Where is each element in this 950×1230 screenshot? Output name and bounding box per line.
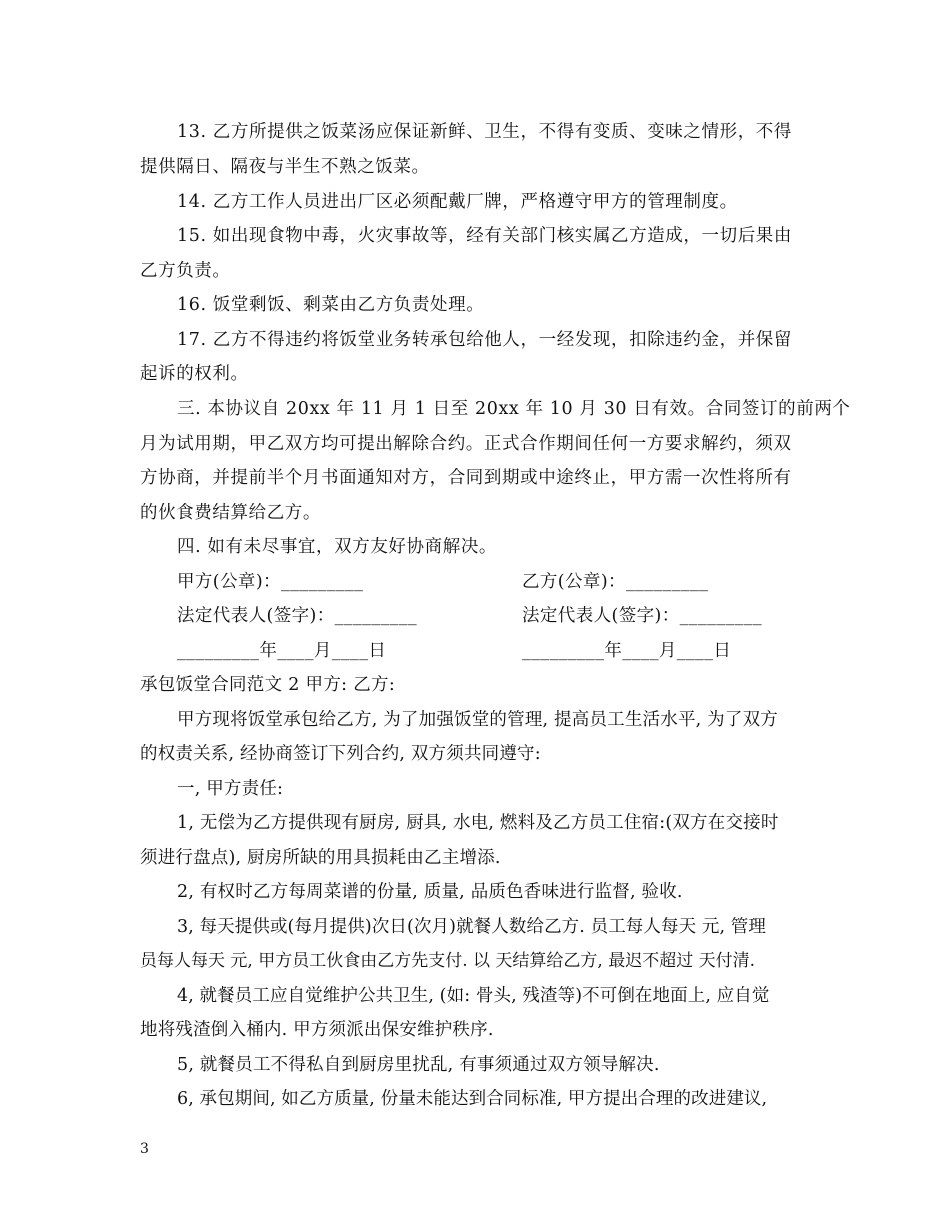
paragraph-line: 6, 承包期间, 如乙方质量, 份量未能达到合同标准, 甲方提出合理的改进建议,: [177, 1089, 768, 1109]
paragraph-line: 5, 就餐员工不得私自到厨房里扰乱, 有事须通过双方领导解决.: [177, 1055, 660, 1075]
page-number: 3: [140, 1141, 149, 1157]
paragraph-line: 4, 就餐员工应自觉维护公共卫生, (如: 骨头, 残渣等)不可倒在地面上, 应自觉: [177, 986, 770, 1006]
paragraph-line: 一, 甲方责任:: [177, 779, 284, 799]
paragraph-line: 甲方现将饭堂承包给乙方, 为了加强饭堂的管理, 提高员工生活水平, 为了双方: [177, 710, 778, 730]
paragraph-line: 16. 饭堂剩饭、剩菜由乙方负责处理。: [177, 295, 485, 315]
paragraph-line: 3, 每天提供或(每月提供)次日(次月)就餐人数给乙方. 员工每人每天 元, 管理: [177, 917, 766, 937]
paragraph-line: 13. 乙方所提供之饭菜汤应保证新鲜、卫生，不得有变质、变味之情形，不得: [177, 122, 792, 142]
paragraph-line: 提供隔日、隔夜与半生不熟之饭菜。: [140, 157, 430, 177]
paragraph-line: 2, 有权时乙方每周菜谱的份量, 质量, 品质色香味进行监督, 验收.: [177, 882, 683, 902]
paragraph-line: 的权责关系, 经协商签订下列合约, 双方须共同遵守:: [140, 744, 541, 764]
party-a-seal-line: 甲方(公章)：_________: [177, 572, 364, 592]
paragraph-line: 三. 本协议自 20xx 年 11 月 1 日至 20xx 年 10 月 30 日有效。合同签订的前两个: [177, 399, 851, 419]
paragraph-line: 14. 乙方工作人员进出厂区必须配戴厂牌，严格遵守甲方的管理制度。: [177, 192, 738, 212]
party-b-seal-line: 乙方(公章)：_________: [522, 572, 709, 592]
paragraph-line: 月为试用期，甲乙双方均可提出解除合约。正式合作期间任何一方要求解约，须双: [140, 434, 792, 454]
paragraph-line: 15. 如出现食物中毒，火灾事故等，经有关部门核实属乙方造成，一切后果由: [177, 226, 792, 246]
paragraph-line: 乙方负责。: [140, 261, 231, 281]
party-a-representative-line: 法定代表人(签字)：_________: [177, 606, 418, 626]
paragraph-line: 员每人每天 元, 甲方员工伙食由乙方先支付. 以 天结算给乙方, 最迟不超过 天付清.: [140, 951, 756, 971]
paragraph-line: 1, 无偿为乙方提供现有厨房, 厨具, 水电, 燃料及乙方员工住宿:(双方在交接时: [177, 813, 779, 833]
paragraph-line: 四. 如有未尽事宜，双方友好协商解决。: [177, 537, 498, 557]
party-b-representative-line: 法定代表人(签字)：_________: [522, 606, 763, 626]
section-heading: 承包饭堂合同范文 2 甲方: 乙方:: [140, 675, 396, 695]
party-a-date-line: _________年____月____日: [177, 641, 387, 661]
paragraph-line: 起诉的权利。: [140, 364, 249, 384]
paragraph-line: 17. 乙方不得违约将饭堂业务转承包给他人，一经发现，扣除违约金，并保留: [177, 330, 792, 350]
paragraph-line: 须进行盘点), 厨房所缺的用具损耗由乙主增添.: [140, 848, 501, 868]
paragraph-line: 的伙食费结算给乙方。: [140, 503, 321, 523]
party-b-date-line: _________年____月____日: [522, 641, 732, 661]
paragraph-line: 地将残渣倒入桶内. 甲方须派出保安维护秩序.: [140, 1020, 494, 1040]
paragraph-line: 方协商，并提前半个月书面通知对方，合同到期或中途终止，甲方需一次性将所有: [140, 468, 792, 488]
